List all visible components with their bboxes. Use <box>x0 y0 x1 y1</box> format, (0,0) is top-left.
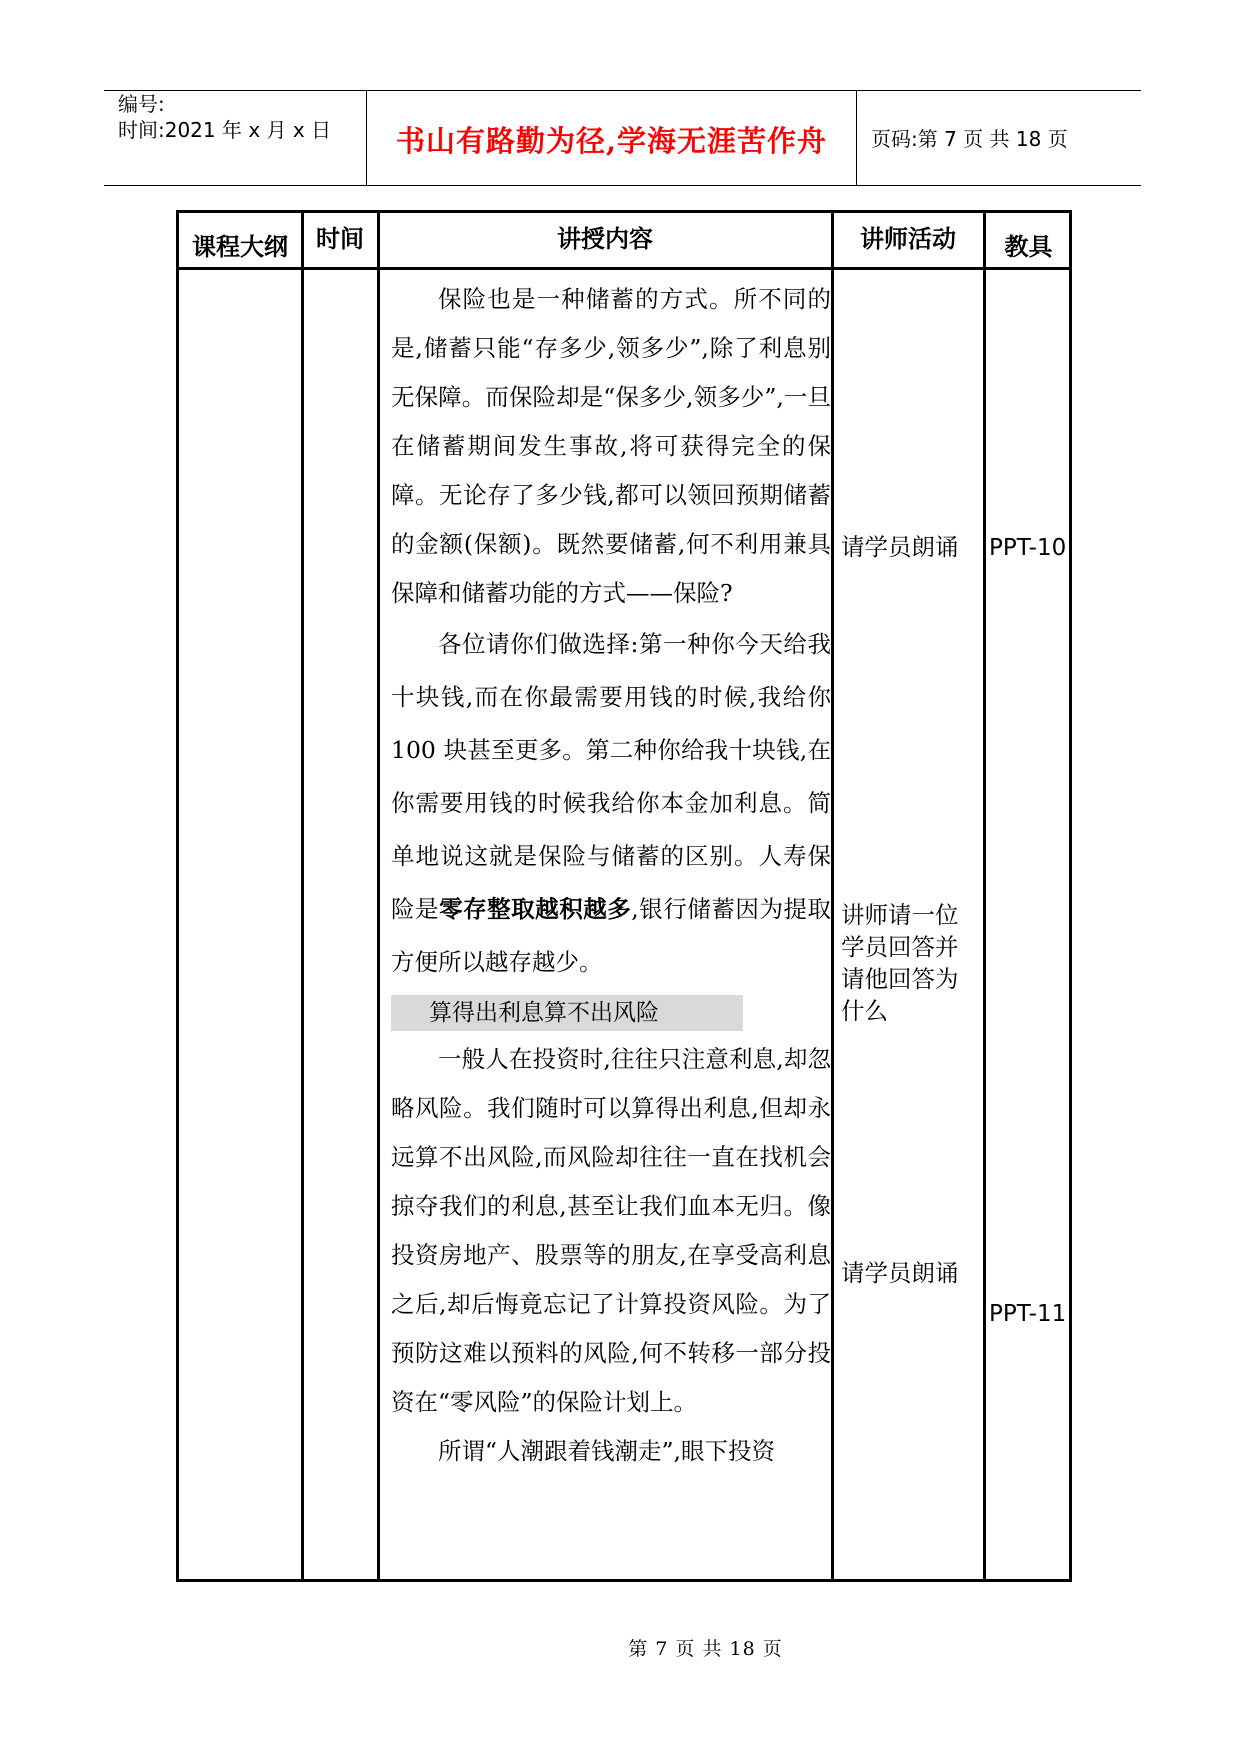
column-header-content: 讲授内容 <box>557 225 653 253</box>
header-page-number: 页码:第 7 页 共 18 页 <box>871 127 1068 151</box>
column-header-outline: 课程大纲 <box>192 233 288 261</box>
content-paragraph: 保险也是一种储蓄的方式。所不同的是,储蓄只能“存多少,领多少”,除了利息别无保障。而保险却是“保多少,领多少”,一旦在储蓄期间发生事故,将可获得完全的保障。无论存了多少钱,都可以领回预期储蓄的金额(保额)。既然要储蓄,何不利用兼具保障和储蓄功能的方式——保险? <box>391 285 831 607</box>
teaching-tool: PPT-11 <box>989 1301 1067 1327</box>
content-paragraph: 一般人在投资时,往往只注意利息,却忽略风险。我们随时可以算得出利息,但却永远算不出风险,而风险却往往一直在找机会掠夺我们的利息,甚至让我们血本无归。像投资房地产、股票等的朋友,在享受高利息之后,却后悔竟忘记了计算投资风险。为了预防这难以预料的风险,何不转移一部分投资在“零风险”的保险计划上。 <box>391 1045 831 1416</box>
instructor-activity: 讲师请一位学员回答并请他回答为什么 <box>841 901 959 1025</box>
content-paragraph: 所谓“人潮跟着钱潮走”,眼下投资 <box>438 1437 775 1465</box>
instructor-activity: 请学员朗诵 <box>841 1259 959 1287</box>
lecture-content <box>391 275 831 1476</box>
header-page-cell <box>857 91 1141 185</box>
column-divider <box>983 213 986 1579</box>
content-paragraph: 各位请你们做选择:第一种你今天给我十块钱,而在你最需要用钱的时候,我给你 100 块甚至更多。第二种你给我十块钱,在你需要用钱的时候我给你本金加利息。简单地说这就是保险与储蓄的区别。人寿保险是零存整取越积越多,银行储蓄因为提取方便所以越存越少。 <box>391 630 831 976</box>
document-date-label: 时间:2021 年 x 月 x 日 <box>118 118 332 142</box>
header-motto-cell <box>367 91 857 185</box>
column-header-tools: 教具 <box>1004 233 1053 261</box>
course-table <box>176 210 1072 1582</box>
header-row-divider <box>179 267 1069 270</box>
column-header-time: 时间 <box>316 225 364 253</box>
column-divider <box>377 213 380 1579</box>
column-header-activity: 讲师活动 <box>860 225 956 253</box>
emphasis-text: 零存整取越积越多 <box>439 895 632 923</box>
document-number-label: 编号: <box>118 92 165 116</box>
column-divider <box>301 213 304 1579</box>
header-meta-cell <box>104 91 367 185</box>
column-divider <box>831 213 834 1579</box>
header-motto: 书山有路勤为径,学海无涯苦作舟 <box>395 124 828 158</box>
page-footer: 第 7 页 共 18 页 <box>628 1638 783 1660</box>
teaching-tool: PPT-10 <box>989 535 1067 561</box>
section-heading: 算得出利息算不出风险 <box>391 995 743 1031</box>
page-header <box>104 90 1141 186</box>
instructor-activity: 请学员朗诵 <box>841 533 959 561</box>
